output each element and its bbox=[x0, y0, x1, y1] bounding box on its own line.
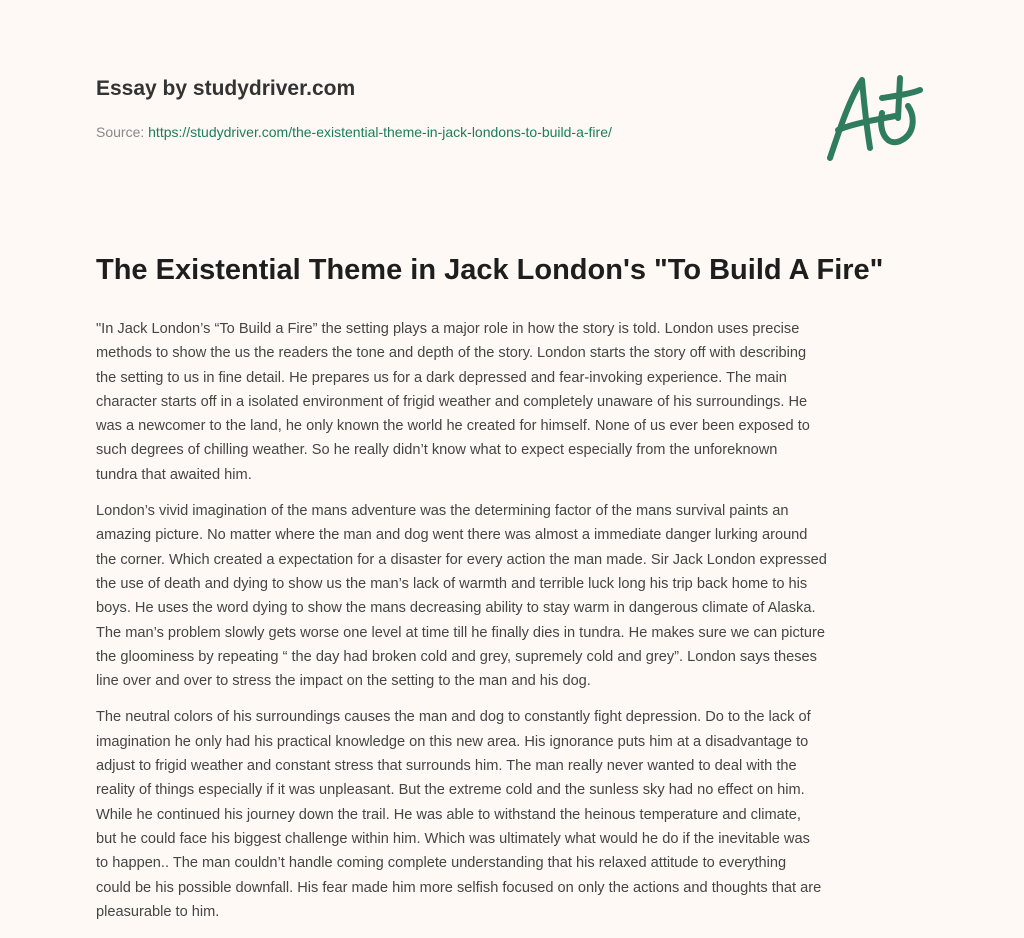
source-link[interactable]: https://studydriver.com/the-existential-theme-in-jack-londons-to-build-a-fire/ bbox=[148, 124, 612, 140]
essay-paragraph bbox=[96, 317, 946, 487]
essay-title: The Existential Theme in Jack London's "To Build A Fire" bbox=[96, 254, 884, 286]
paragraph-line: The man’s problem slowly gets worse one level at time till he finally dies in tundra. He makes sure we can picture bbox=[96, 624, 825, 641]
essay-body bbox=[96, 317, 946, 936]
site-brand: Essay by studydriver.com bbox=[96, 77, 356, 100]
paragraph-line: the corner. Which created a expectation for a disaster for every action the man made. Sir Jack London expressed bbox=[96, 551, 827, 568]
paragraph-line: imagination he only had his practical knowledge on this new area. His ignorance puts him at a disadvantage to bbox=[96, 733, 809, 750]
paragraph-line: the use of death and dying to show us the man’s lack of warmth and terrible luck long his trip back home to his bbox=[96, 575, 808, 592]
paragraph-line: line over and over to stress the impact on the setting to the man and his dog. bbox=[96, 673, 591, 690]
source-label: Source: bbox=[96, 124, 149, 140]
paragraph-line: character starts off in a isolated environment of frigid weather and completely unaware of his surroundings. He bbox=[96, 393, 808, 410]
paragraph-line: amazing picture. No matter where the man and dog went there was almost a immediate danger lurking around bbox=[96, 527, 808, 544]
paragraph-line: the setting to us in fine detail. He prepares us for a dark depressed and fear-invoking experience. The main bbox=[96, 369, 787, 386]
essay-paragraph bbox=[96, 499, 946, 693]
paragraph-line: tundra that awaited him. bbox=[96, 466, 252, 483]
paragraph-line: the gloominess by repeating “ the day had broken cold and grey, supremely cold and grey”. London says theses bbox=[96, 648, 817, 665]
paragraph-line: but he could face his biggest challenge within him. Which was ultimately what would he do if the inevitable was bbox=[96, 830, 810, 847]
paragraph-line: pleasurable to him. bbox=[96, 903, 220, 920]
paragraph-line: could be his possible downfall. His fear made him more selfish focused on only the actions and thoughts that are bbox=[96, 879, 822, 896]
paragraph-line: London’s vivid imagination of the mans adventure was the determining factor of the mans survival paints an bbox=[96, 503, 789, 520]
paragraph-line: to happen.. The man couldn’t handle coming complete understanding that his relaxed attitude to everything bbox=[96, 855, 787, 872]
paragraph-line: such degrees of chilling weather. So he really didn’t know what to expect especially from the unforeknown bbox=[96, 442, 778, 459]
paragraph-line: adjust to frigid weather and constant stress that surrounds him. The man really never wanted to deal with the bbox=[96, 758, 797, 775]
paragraph-line: The neutral colors of his surroundings causes the man and dog to constantly fight depression. Do to the lack of bbox=[96, 709, 811, 726]
paragraph-line: methods to show the us the readers the tone and depth of the story. London starts the story off with describing bbox=[96, 345, 807, 362]
paragraph-line: was a newcomer to the land, he only known the world he created for himself. None of us ever been exposed to bbox=[96, 418, 810, 435]
paragraph-line: reality of things especially if it was unpleasant. But the extreme cold and the sunless sky had no effect on him. bbox=[96, 782, 805, 799]
a-plus-logo-icon bbox=[820, 68, 930, 168]
essay-paragraph bbox=[96, 705, 946, 924]
paragraph-line: boys. He uses the word dying to show the mans decreasing ability to stay warm in dangerous climate of Alaska. bbox=[96, 600, 816, 617]
source-line bbox=[96, 124, 612, 140]
paragraph-line: While he continued his journey down the trail. He was able to withstand the heinous temperature and climate, bbox=[96, 806, 801, 823]
paragraph-line: "In Jack London’s “To Build a Fire” the setting plays a major role in how the story is told. London uses precise bbox=[96, 321, 800, 337]
